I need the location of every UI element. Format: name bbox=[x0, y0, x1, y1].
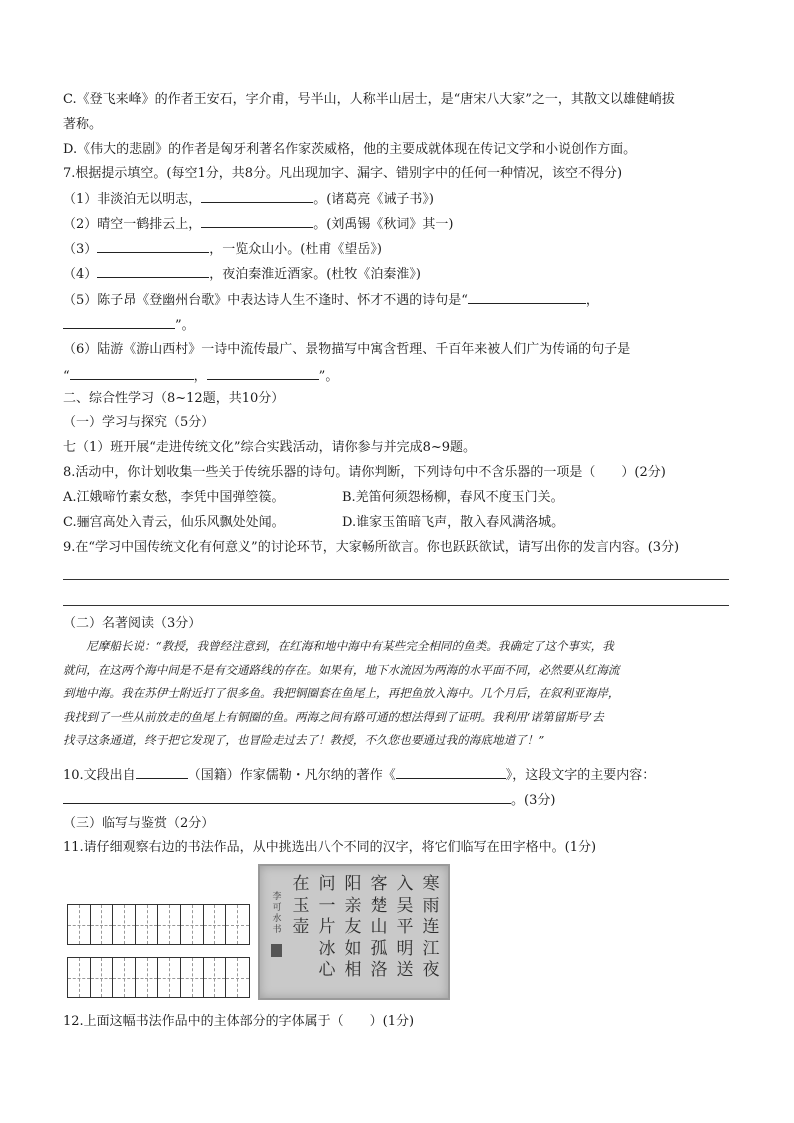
practice-grid[interactable] bbox=[67, 957, 250, 998]
fill-blank-2: （2）晴空一鹤排云上， 。(刘禹锡《秋词》其一) bbox=[63, 213, 453, 235]
answer-blank[interactable] bbox=[63, 789, 511, 804]
option-a[interactable]: A.江娥啼竹素女愁，李凭中国弹箜篌。 bbox=[63, 490, 285, 505]
answer-blank[interactable] bbox=[136, 764, 188, 779]
option-d[interactable]: D.谁家玉笛暗飞声，散入春风满洛城。 bbox=[342, 515, 565, 530]
question-7-prompt: 7.根据提示填空。(每空1分，共8分。凡出现加字、漏字、错别字中的任何一种情况，该空不得分) bbox=[63, 166, 623, 181]
option-c-text-cont: 著称。 bbox=[63, 117, 103, 132]
answer-blank[interactable] bbox=[97, 263, 209, 278]
question-10-prompt: 10.文段出自 （国籍）作家儒勒・凡尔纳的著作《 》，这段文字的主要内容： bbox=[63, 764, 655, 786]
calligraphy-column: 入 吴 平 明 送 bbox=[396, 874, 414, 980]
calligraphy-column: 客 楚 山 孤 洛 bbox=[370, 874, 388, 980]
option-d-text: D.《伟大的悲剧》的作者是匈牙利著名作家茨威格，他的主要成就体现在传记文学和小说创作方面。 bbox=[63, 142, 637, 157]
calligraphy-column: 在 玉 壶 bbox=[292, 874, 310, 937]
fill-blank-4: （4） ，夜泊秦淮近酒家。(杜牧《泊秦淮》) bbox=[63, 263, 421, 285]
subsection-1-heading: （一）学习与探究（5分） bbox=[63, 415, 215, 430]
option-c-text: C.《登飞来峰》的作者王安石，字介甫，号半山，人称半山居士，是“唐宋八大家”之一，其散文以雄健峭拔 bbox=[63, 92, 675, 107]
answer-blank[interactable] bbox=[63, 314, 175, 329]
section-2-heading: 二、综合性学习（8~12题，共10分） bbox=[63, 391, 285, 406]
answer-line[interactable] bbox=[63, 605, 729, 606]
fill-blank-6: （6）陆游《游山西村》一诗中流传最广、景物描写中寓含哲理、千百年来被人们广为传诵的句子是 bbox=[63, 342, 631, 357]
answer-blank[interactable] bbox=[207, 365, 319, 380]
question-8-prompt: 8.活动中，你计划收集一些关于传统乐器的诗句。请你判断，下列诗句中不含乐器的一项是（ ）(2分) bbox=[63, 465, 666, 480]
question-9-prompt: 9.在“学习中国传统文化有何意义”的讨论环节，大家畅所欲言。你也跃跃欲试，请写出你的发言内容。(3分) bbox=[63, 540, 680, 555]
answer-blank[interactable] bbox=[201, 188, 313, 203]
subsection-3-heading: （三）临写与鉴赏（2分） bbox=[63, 816, 215, 831]
question-12-prompt: 12.上面这幅书法作品中的主体部分的字体属于（ ）(1分) bbox=[63, 1014, 415, 1029]
answer-blank[interactable] bbox=[70, 365, 194, 380]
seal-stamp bbox=[271, 944, 282, 957]
calligraphy-signature: 李 可 水 书 bbox=[272, 892, 282, 935]
option-b[interactable]: B.羌笛何须怨杨柳，春风不度玉门关。 bbox=[342, 490, 564, 505]
practice-grid[interactable] bbox=[67, 904, 250, 945]
answer-blank[interactable] bbox=[468, 289, 586, 304]
question-10-answer: 。(3分) bbox=[63, 789, 555, 811]
answer-blank[interactable] bbox=[97, 238, 209, 253]
calligraphy-image bbox=[258, 864, 450, 1000]
fill-blank-3: （3） ，一览众山小。(杜甫《望岳》) bbox=[63, 238, 382, 260]
calligraphy-column: 问 一 片 冰 心 bbox=[318, 874, 336, 980]
fill-blank-1: （1）非淡泊无以明志， 。(诸葛亮《诫子书》) bbox=[63, 188, 434, 210]
subsection-2-heading: （二）名著阅读（3分） bbox=[63, 616, 202, 631]
fill-blank-6-cont: “ ， ”。 bbox=[63, 365, 338, 387]
answer-line[interactable] bbox=[63, 579, 729, 580]
fill-blank-5: （5）陈子昂《登幽州台歌》中表达诗人生不逢时、怀才不遇的诗句是“ ， bbox=[63, 289, 599, 311]
option-c[interactable]: C.骊宫高处入青云，仙乐风飘处处闻。 bbox=[63, 515, 285, 530]
calligraphy-column: 寒 雨 连 江 夜 bbox=[422, 874, 440, 980]
question-11-prompt: 11.请仔细观察右边的书法作品，从中挑选出八个不同的汉字，将它们临写在田字格中。(1分) bbox=[63, 840, 597, 855]
reading-passage: 尼摩船长说：“教授，我曾经注意到，在红海和地中海中有某些完全相同的鱼类。我确定了这个事实，我 就问，在这两个海中间是不是有交通路线的存在。如果有，地下水流因为两海的水平面不同，必然要从红海流 到地中海。我在苏伊士附近打了很多鱼。我把铜圈套在鱼尾上，再把鱼放入海中。几个月后，在叙利亚海岸， 我找到了一些从前放走的鱼尾上有铜圈的鱼。两海之间有路可通的想法得到了证明。我利用‘诺第留斯号’去 找寻这条通道，终于把它发现了，也冒险走过去了！教授，不久您也要通过我的海底地道了！” bbox=[63, 639, 620, 747]
answer-blank[interactable] bbox=[201, 213, 313, 228]
activity-intro: 七（1）班开展“走进传统文化”综合实践活动，请你参与并完成8~9题。 bbox=[63, 440, 476, 455]
calligraphy-column: 阳 亲 友 如 相 bbox=[344, 874, 362, 980]
fill-blank-5-cont: ”。 bbox=[63, 314, 195, 336]
answer-blank[interactable] bbox=[396, 764, 506, 779]
